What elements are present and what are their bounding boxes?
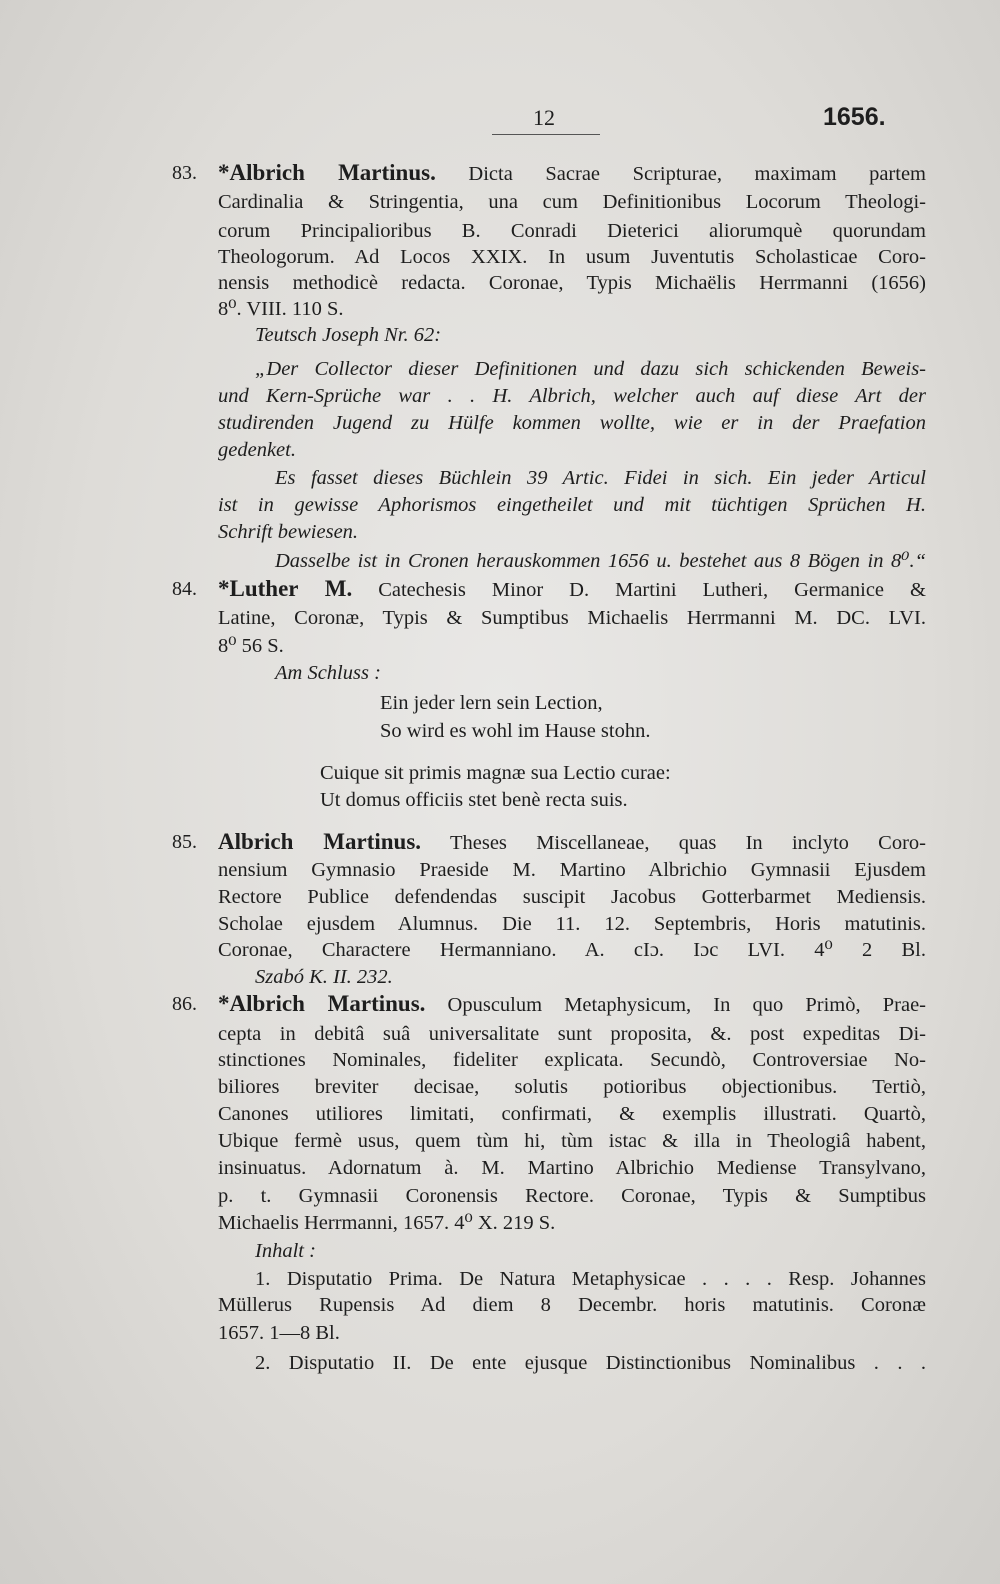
entry-number: 86. [172,993,197,1015]
entry-text: Dicta Sacrae Scripturae, maximam partem [435,163,927,185]
entry-line: insinuatus. Adornatum à. M. Martino Albrichio Mediense Transylvano, [218,1157,926,1179]
entry-author: Albrich Martinus. [218,829,422,854]
entry-line: Coronae, Charactere Hermanniano. A. cIɔ. Iɔc LVI. 4⁰ 2 Bl. [218,939,926,961]
reference: Szabó K. II. 232. [255,966,393,988]
note-line: Dasselbe ist in Cronen herauskommen 1656 u. bestehet aus 8 Bögen in 8⁰.“ [275,550,926,572]
entry-line: Canones utiliores limitati, confirmati, & exemplis illustrati. Quartò, [218,1103,926,1125]
entry-line: cepta in debitâ suâ universalitate sunt proposita, &. post expeditas Di- [218,1023,926,1045]
contents-line: Müllerus Rupensis Ad diem 8 Decembr. horis matutinis. Coronæ [218,1294,926,1316]
entry-line: Michaelis Herrmanni, 1657. 4⁰ X. 219 S. [218,1212,556,1234]
note-line: Teutsch Joseph Nr. 62: [255,324,442,346]
entry-number: 83. [172,162,197,184]
entry-line [218,829,926,856]
verse-line: Cuique sit primis magnæ sua Lectio curae: [320,762,671,784]
entry-line: stinctiones Nominales, fideliter explicata. Secundò, Controversiae No- [218,1049,926,1071]
entry-line: biliores breviter decisae, solutis potioribus objectionibus. Tertiò, [218,1076,926,1098]
page-number: 12 [533,105,555,130]
entry-text: Opusculum Metaphysicum, In quo Primò, Prae- [425,994,927,1016]
entry-line: Cardinalia & Stringentia, una cum Definitionibus Locorum Theologi- [218,191,926,213]
entry-line: Latine, Coronæ, Typis & Sumptibus Michaelis Herrmanni M. DC. LVI. [218,607,926,629]
closing-label: Am Schluss : [275,662,381,684]
note-line: Schrift bewiesen. [218,521,359,543]
entry-line: 8⁰ 56 S. [218,635,284,657]
contents-label: Inhalt : [255,1240,316,1262]
entry-text: Catechesis Minor D. Martini Lutheri, Germanice & [352,579,926,601]
entry-number: 84. [172,578,197,600]
entry-line: corum Principalioribus B. Conradi Dieterici aliorumquè quorundam [218,220,926,242]
year-heading: 1656. [823,103,886,131]
entry-line: nensis methodicè redacta. Coronae, Typis Michaëlis Herrmanni (1656) [218,272,926,294]
entry-author: *Albrich Martinus. [218,160,436,185]
note-line: und Kern-Sprüche war . . H. Albrich, welcher auch auf diese Art der [218,385,926,407]
entry-line [218,991,926,1018]
note-line: studirenden Jugend zu Hülfe kommen wollte, wie er in der Praefation [218,412,926,434]
entry-author: *Albrich Martinus. [218,991,426,1016]
verse-line: Ein jeder lern sein Lection, [380,692,603,714]
entry-line [218,576,926,603]
entry-text: Theses Miscellaneae, quas In inclyto Coro- [421,832,927,854]
note-line: gedenket. [218,439,296,461]
verse-line: So wird es wohl im Hause stohn. [380,720,651,742]
contents-line: 1. Disputatio Prima. De Natura Metaphysicae . . . . Resp. Johannes [255,1268,926,1290]
entry-line: Theologorum. Ad Locos XXIX. In usum Juventutis Scholasticae Coro- [218,246,926,268]
entry-line: Scholae ejusdem Alumnus. Die 11. 12. Septembris, Horis matutinis. [218,913,926,935]
entry-line [218,160,926,187]
contents-line: 2. Disputatio II. De ente ejusque Distinctionibus Nominalibus . . . [255,1352,926,1374]
entry-line: 8⁰. VIII. 110 S. [218,298,344,320]
entry-author: *Luther M. [218,576,353,601]
entry-line: Rectore Publice defendendas suscipit Jacobus Gotterbarmet Mediensis. [218,886,926,908]
note-line: „Der Collector dieser Definitionen und dazu sich schickenden Beweis- [255,358,926,380]
page-number-rule [492,134,600,135]
entry-number: 85. [172,831,197,853]
note-line: Es fasset dieses Büchlein 39 Artic. Fidei in sich. Ein jeder Articul [275,467,926,489]
note-line: ist in gewisse Aphorismos eingetheilet und mit tüchtigen Sprüchen H. [218,494,926,516]
entry-line: Ubique fermè usus, quem tùm hi, tùm istac & illa in Theologiâ habent, [218,1130,926,1152]
entry-line: nensium Gymnasio Praeside M. Martino Albrichio Gymnasii Ejusdem [218,859,926,881]
contents-line: 1657. 1—8 Bl. [218,1322,340,1344]
entry-line: p. t. Gymnasii Coronensis Rectore. Coronae, Typis & Sumptibus [218,1185,926,1207]
verse-line: Ut domus officiis stet benè recta suis. [320,789,628,811]
